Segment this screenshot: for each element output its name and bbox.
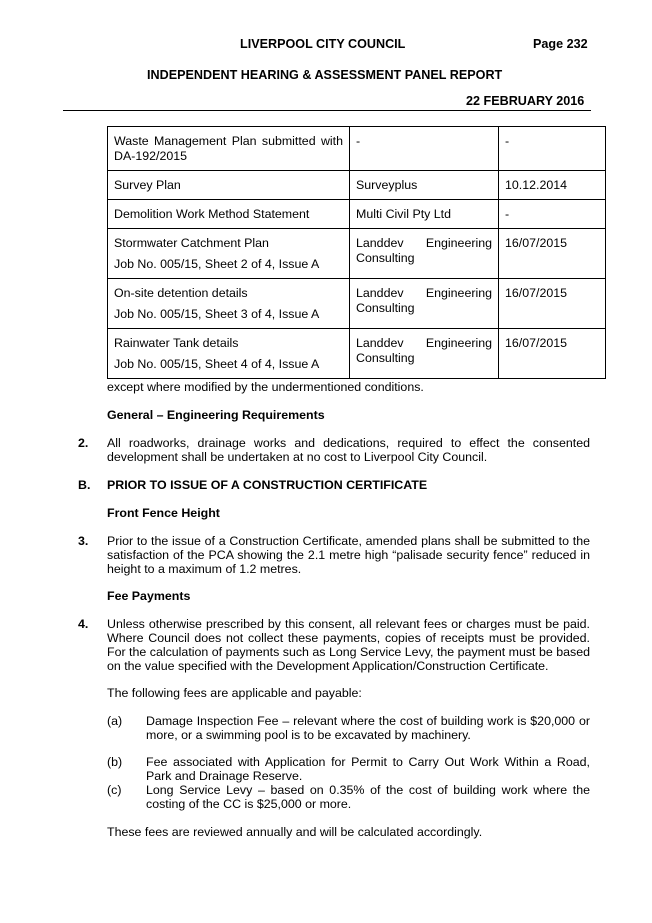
header-page-number: Page 232 (533, 37, 588, 51)
document-title: Stormwater Catchment Plan (114, 236, 269, 250)
fees-intro: The following fees are applicable and payable: (107, 686, 362, 700)
table-cell-document (108, 329, 350, 379)
table-row (108, 171, 606, 200)
header-date: 22 FEBRUARY 2016 (466, 94, 585, 108)
fee-c-label: (c) (107, 783, 122, 797)
table-cell-date: 16/07/2015 (499, 279, 606, 329)
table-cell-prepared-by: Multi Civil Pty Ltd (350, 200, 499, 229)
table-cell-date: - (499, 127, 606, 171)
section-b-letter: B. (78, 478, 91, 492)
prepared-by-word: Landdev (356, 286, 404, 300)
document-reference: Job No. 005/15, Sheet 4 of 4, Issue A (114, 357, 320, 371)
table-cell-prepared-by (350, 279, 499, 329)
header-report-title: INDEPENDENT HEARING & ASSESSMENT PANEL REPORT (147, 68, 503, 82)
table-cell-prepared-by: Surveyplus (350, 171, 499, 200)
condition-3-text: Prior to the issue of a Construction Certificate, amended plans shall be submitted to the satisfaction of the PCA showing the 2.1 metre high “palisade security fence” reduced in height to a maximum of 1.2 metres. (107, 534, 590, 576)
fee-a-text: Damage Inspection Fee – relevant where the cost of building work is $20,000 or more, or a swimming pool is to be excavated by machinery. (146, 714, 590, 742)
table-row (108, 279, 606, 329)
except-clause: except where modified by the undermentioned conditions. (107, 380, 424, 394)
prepared-by-word: Landdev (356, 336, 404, 350)
prepared-by-word: Consulting (356, 351, 415, 365)
document-title: Rainwater Tank details (114, 336, 239, 350)
table-cell-prepared-by (350, 329, 499, 379)
document-title: On-site detention details (114, 286, 248, 300)
prepared-by-word: Consulting (356, 251, 415, 265)
table-row (108, 127, 606, 171)
fence-heading: Front Fence Height (107, 506, 220, 520)
table-cell-date: 16/07/2015 (499, 229, 606, 279)
condition-3-number: 3. (78, 534, 89, 548)
table-cell-date: - (499, 200, 606, 229)
general-heading: General – Engineering Requirements (107, 408, 325, 422)
fee-a-label: (a) (107, 714, 123, 728)
table-row (108, 329, 606, 379)
fee-heading: Fee Payments (107, 589, 191, 603)
closing-note: These fees are reviewed annually and will be calculated accordingly. (107, 825, 483, 839)
table-row (108, 229, 606, 279)
condition-4-text: Unless otherwise prescribed by this consent, all relevant fees or charges must be paid. Where Council does not collect these payments, copies of receipts must be provided. For the calculation of payments such as Long Service Levy, the payment must be based on the value specified with the Development Application/Construction Certificate. (107, 617, 590, 673)
prepared-by-word: Engineering (425, 236, 492, 250)
table-row (108, 200, 606, 229)
condition-4-number: 4. (78, 617, 89, 631)
prepared-by-word: Engineering (425, 286, 492, 300)
document-reference: Job No. 005/15, Sheet 3 of 4, Issue A (114, 307, 320, 321)
condition-2-text: All roadworks, drainage works and dedications, required to effect the consented development shall be undertaken at no cost to Liverpool City Council. (107, 436, 590, 464)
table-cell-document: Waste Management Plan submitted with DA-192/2015 (108, 127, 350, 171)
table-cell-document: Survey Plan (108, 171, 350, 200)
fee-b-text: Fee associated with Application for Permit to Carry Out Work Within a Road, Park and Drainage Reserve. (146, 755, 590, 783)
table-cell-prepared-by: - (350, 127, 499, 171)
prepared-by-word: Consulting (356, 301, 415, 315)
header-council: LIVERPOOL CITY COUNCIL (240, 37, 406, 51)
prepared-by-word: Engineering (425, 336, 492, 350)
fee-c-text: Long Service Levy – based on 0.35% of the cost of building work where the costing of the CC is $25,000 or more. (146, 783, 590, 811)
prepared-by-word: Landdev (356, 236, 404, 250)
table-cell-document: Demolition Work Method Statement (108, 200, 350, 229)
table-cell-document (108, 279, 350, 329)
table-cell-prepared-by (350, 229, 499, 279)
header-rule (63, 110, 591, 111)
table-cell-document (108, 229, 350, 279)
fee-b-label: (b) (107, 755, 123, 769)
table-cell-date: 16/07/2015 (499, 329, 606, 379)
section-b-title: PRIOR TO ISSUE OF A CONSTRUCTION CERTIFICATE (107, 478, 428, 492)
condition-2-number: 2. (78, 436, 89, 450)
document-reference: Job No. 005/15, Sheet 2 of 4, Issue A (114, 257, 320, 271)
table-cell-date: 10.12.2014 (499, 171, 606, 200)
documents-table (107, 126, 606, 379)
